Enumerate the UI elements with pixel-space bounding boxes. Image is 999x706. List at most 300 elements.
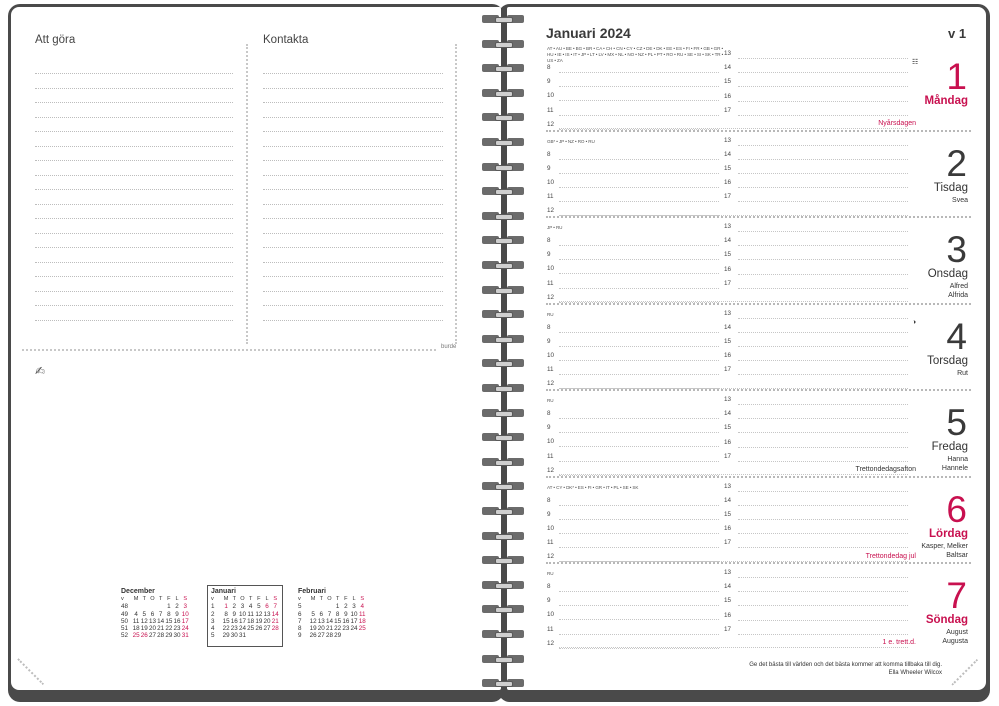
- hour-label-right: 14: [724, 583, 732, 591]
- hour-label-left: 12: [547, 207, 555, 215]
- date-cell: 14: [271, 610, 279, 618]
- hour-label-right: 13: [724, 569, 732, 576]
- day-separator: [546, 562, 971, 564]
- day-number: 2: [946, 142, 967, 184]
- spiral-ring: [482, 408, 524, 418]
- mini-calendar-week-row: [298, 632, 366, 639]
- day-name: Onsdag: [927, 268, 968, 280]
- contact-line: [263, 305, 443, 306]
- date-cell: 8: [224, 610, 228, 618]
- hour-line-left: [559, 605, 719, 606]
- ring-wire: [495, 42, 513, 48]
- contact-line: [263, 262, 443, 263]
- todo-line: [35, 291, 233, 292]
- hour-line-right: [738, 547, 908, 548]
- weekday-header: M: [223, 596, 229, 602]
- todo-title: Att göra: [35, 34, 76, 46]
- spiral-ring: [482, 457, 524, 467]
- day-number: 3: [946, 229, 967, 270]
- date-cell: 20: [148, 625, 156, 633]
- date-cell: 24: [350, 625, 358, 633]
- weekday-header: S: [183, 596, 188, 602]
- mini-calendar-december: [121, 587, 189, 640]
- hour-line-bottom: [559, 647, 908, 648]
- spiral-ring: [482, 506, 524, 516]
- hour-label-right: 15: [724, 337, 732, 345]
- date-cell: [325, 603, 333, 610]
- todo-line: [35, 160, 233, 161]
- mini-calendar-week-row: [298, 611, 366, 618]
- date-cell: 12: [140, 617, 148, 625]
- todo-line: [35, 262, 233, 263]
- weekday-header: T: [158, 596, 163, 602]
- hour-label-left: 10: [547, 178, 555, 186]
- weekday-header: M: [133, 596, 139, 602]
- date-cell: 31: [181, 632, 189, 640]
- day-name: Lördag: [929, 527, 968, 540]
- hour-label-right: 14: [724, 64, 732, 72]
- spiral-ring: [482, 678, 524, 688]
- contact-line: [263, 233, 443, 234]
- date-cell: 14: [325, 617, 333, 625]
- hour-label-left: 12: [547, 293, 555, 301]
- ring-wire: [495, 534, 513, 540]
- hour-line-right: [738, 274, 908, 275]
- hour-label-left: 8: [547, 583, 551, 590]
- date-cell: 13: [148, 617, 156, 625]
- hour-label-left: 12: [547, 466, 555, 474]
- hour-label-right: 17: [724, 625, 732, 633]
- weekday-header: T: [142, 596, 146, 602]
- ring-wire: [495, 411, 513, 417]
- column-divider: [246, 44, 248, 344]
- hour-label-left: 10: [547, 611, 555, 619]
- date-cell: 18: [247, 617, 255, 625]
- day-separator: [546, 389, 971, 391]
- spiral-ring: [482, 531, 524, 541]
- spiral-ring: [482, 63, 524, 73]
- hour-line-right: [738, 404, 908, 405]
- spiral-ring: [482, 211, 524, 221]
- date-cell: 22: [222, 625, 230, 633]
- mini-calendar-header-row: [121, 596, 189, 603]
- todo-line: [35, 320, 233, 321]
- hour-line-right: [738, 418, 908, 419]
- contact-line: [263, 320, 443, 321]
- hour-line-left: [559, 374, 719, 375]
- day-number: 7: [946, 575, 967, 616]
- day-number: 4: [946, 315, 967, 357]
- date-cell: 25: [132, 632, 140, 640]
- date-cell: 25: [358, 625, 366, 633]
- date-cell: 23: [230, 625, 238, 633]
- contact-line: [263, 160, 443, 161]
- mini-calendar-header-row: [211, 596, 279, 603]
- day-number: 6: [946, 488, 967, 530]
- ring-wire: [495, 607, 513, 613]
- day-number: 5: [946, 402, 967, 443]
- date-cell: 6: [265, 603, 269, 611]
- todo-line: [35, 233, 233, 234]
- ring-wire: [495, 238, 513, 244]
- week-number: 7: [298, 617, 302, 625]
- ring-wire: [495, 386, 513, 392]
- day-separator: [546, 130, 971, 132]
- quote: [600, 662, 942, 677]
- weekday-header: M: [310, 596, 316, 602]
- hour-label-left: 8: [547, 496, 551, 504]
- mini-calendar-week-row: [121, 618, 189, 625]
- spiral-ring: [482, 39, 524, 49]
- date-cell: 6: [319, 610, 324, 618]
- hour-line-left: [559, 418, 719, 419]
- date-cell: 7: [158, 610, 163, 618]
- hour-line-left: [559, 591, 719, 592]
- week-number: 5: [211, 632, 215, 640]
- date-cell: 11: [247, 610, 254, 618]
- spiral-ring: [482, 186, 524, 196]
- date-cell: 17: [350, 617, 358, 625]
- date-cell: 20: [263, 617, 271, 625]
- hour-label-right: 14: [724, 323, 732, 331]
- hour-label-right: 17: [724, 279, 732, 287]
- spiral-ring: [482, 334, 524, 344]
- week-number: 5: [298, 603, 302, 611]
- holiday-label: Trettondedagsafton: [855, 466, 916, 473]
- hour-label-right: 16: [724, 525, 732, 533]
- name-day: Baltsar: [946, 551, 968, 559]
- date-cell: 2: [175, 603, 179, 611]
- hour-label-right: 16: [724, 438, 732, 446]
- date-cell: 30: [173, 632, 181, 640]
- hour-label-right: 14: [724, 237, 732, 245]
- hour-line-right: [738, 577, 908, 578]
- spiral-ring: [482, 162, 524, 172]
- hour-label-right: 14: [724, 150, 732, 158]
- day-separator: [546, 303, 971, 305]
- date-cell: 3: [240, 603, 245, 611]
- week-number: 9: [298, 632, 302, 640]
- ring-wire: [495, 657, 513, 663]
- weekday-header: F: [344, 596, 348, 602]
- name-day: Alfrida: [948, 292, 968, 299]
- hour-line-right: [738, 159, 908, 160]
- contact-line: [263, 117, 443, 118]
- date-cell: 4: [134, 610, 138, 618]
- hour-label-left: 12: [547, 120, 555, 128]
- ring-wire: [495, 140, 513, 146]
- week-number: 50: [121, 617, 129, 625]
- ring-wire: [495, 484, 513, 490]
- ring-wire: [495, 189, 513, 195]
- date-cell: [247, 632, 255, 639]
- spiral-ring: [482, 358, 524, 368]
- hour-label-left: 11: [547, 193, 554, 201]
- hour-label-left: 8: [547, 323, 551, 331]
- date-cell: 16: [230, 617, 238, 625]
- date-cell: 15: [334, 617, 342, 625]
- hour-label-right: 13: [724, 482, 732, 490]
- date-cell: 10: [181, 610, 189, 618]
- hour-line-right: [738, 245, 908, 246]
- contact-line: [263, 218, 443, 219]
- date-cell: 11: [358, 610, 366, 618]
- date-cell: 17: [181, 617, 189, 625]
- mini-calendar-week-row: [121, 611, 189, 618]
- date-cell: [132, 603, 140, 610]
- mini-calendar-header-row: [298, 596, 366, 603]
- day-number: 1: [946, 56, 967, 97]
- mini-calendar-week-row: [121, 625, 189, 632]
- week-number: 3: [211, 617, 215, 625]
- hour-label-right: 15: [724, 251, 732, 259]
- hour-label-right: 13: [724, 136, 732, 144]
- hour-label-left: 11: [547, 279, 554, 287]
- date-cell: 26: [255, 625, 263, 633]
- date-cell: 5: [257, 603, 261, 611]
- hour-line-left: [559, 461, 719, 462]
- quote-text: Ge det bästa till världen och det bästa kommer att komma tillbaka till dig.: [749, 662, 942, 668]
- hour-label-left: 9: [547, 510, 551, 518]
- hour-label-right: 13: [724, 50, 732, 57]
- hour-label-left: 11: [547, 106, 554, 114]
- date-cell: 21: [157, 625, 165, 633]
- date-cell: 7: [273, 603, 277, 611]
- hour-label-left: 10: [547, 351, 555, 359]
- date-cell: [255, 632, 263, 639]
- contact-line: [263, 175, 443, 176]
- hour-label-left: 10: [547, 524, 555, 532]
- moon-last-quarter-icon: ◑: [912, 318, 917, 326]
- hour-line-right: [738, 491, 908, 492]
- date-cell: 4: [360, 603, 364, 611]
- contact-line: [263, 88, 443, 89]
- day-name: Måndag: [924, 95, 968, 107]
- mini-calendar-week-row: [298, 618, 366, 625]
- ring-wire: [495, 312, 513, 318]
- todo-line: [35, 204, 233, 205]
- date-cell: 6: [150, 610, 155, 618]
- weekday-header: O: [240, 596, 245, 602]
- hour-line-left: [559, 432, 719, 433]
- spiral-ring: [482, 383, 524, 393]
- spiral-ring: [482, 432, 524, 442]
- hour-line-right: [738, 634, 908, 635]
- hour-label-left: 8: [547, 64, 551, 71]
- date-cell: 13: [317, 617, 325, 625]
- holiday-label: Nyårsdagen: [878, 120, 916, 127]
- spiral-ring: [482, 88, 524, 98]
- hour-line-right: [738, 58, 908, 59]
- ring-wire: [495, 17, 513, 23]
- ring-wire: [495, 288, 513, 294]
- weekday-header: S: [360, 596, 365, 602]
- date-cell: [140, 603, 148, 610]
- date-cell: [350, 632, 358, 639]
- hour-line-left: [559, 115, 719, 116]
- date-cell: 26: [309, 632, 317, 640]
- hour-line-left: [559, 273, 719, 274]
- ring-wire: [495, 558, 513, 564]
- todo-line: [35, 146, 233, 147]
- hour-label-left: 9: [547, 597, 551, 605]
- date-cell: 25: [247, 625, 255, 633]
- weekday-header: T: [248, 596, 253, 602]
- hour-label-left: 9: [547, 337, 551, 345]
- hour-line-right: [738, 72, 908, 73]
- date-cell: 1: [224, 603, 228, 611]
- hour-line-right: [738, 115, 908, 116]
- hour-line-left: [559, 346, 719, 347]
- todo-line: [35, 247, 233, 248]
- date-cell: 27: [317, 632, 325, 640]
- right-margin-divider: [455, 44, 457, 344]
- date-cell: 21: [325, 625, 333, 633]
- spiral-ring: [482, 14, 524, 24]
- date-cell: 3: [183, 603, 187, 611]
- section-divider: [22, 349, 436, 351]
- date-cell: 5: [142, 610, 147, 618]
- hour-label-left: 12: [547, 639, 555, 647]
- date-cell: 11: [132, 617, 140, 625]
- date-cell: 30: [230, 632, 238, 640]
- ring-wire: [495, 435, 513, 441]
- date-cell: 29: [165, 632, 173, 640]
- spiral-ring: [482, 309, 524, 319]
- weekday-header: O: [327, 596, 332, 602]
- date-cell: 15: [165, 617, 173, 625]
- hour-label-right: 16: [724, 352, 732, 360]
- date-cell: 27: [148, 632, 156, 640]
- date-cell: 7: [327, 610, 332, 618]
- hour-label-right: 17: [724, 539, 732, 547]
- hour-line-right: [738, 432, 908, 433]
- date-cell: 29: [334, 632, 342, 640]
- ring-wire: [495, 165, 513, 171]
- ring-wire: [495, 681, 513, 687]
- hour-label-left: 12: [547, 380, 555, 388]
- date-cell: 10: [350, 610, 358, 618]
- todo-line: [35, 73, 233, 74]
- week-number: 1: [211, 603, 215, 611]
- weekday-header: F: [257, 596, 261, 602]
- mini-calendar-week-row: [121, 632, 189, 639]
- hour-label-left: 10: [547, 92, 555, 100]
- hour-label-left: 10: [547, 265, 555, 273]
- day-name: Torsdag: [927, 354, 968, 367]
- list-icon: ☷: [912, 59, 919, 66]
- country-codes: RU: [547, 571, 554, 576]
- ring-wire: [495, 91, 513, 97]
- date-cell: 10: [238, 610, 246, 618]
- ring-wire: [495, 66, 513, 72]
- right-page: [507, 7, 986, 690]
- country-codes: RU: [547, 398, 554, 403]
- ring-wire: [495, 460, 513, 466]
- date-cell: 5: [311, 610, 315, 618]
- contact-line: [263, 131, 443, 132]
- date-cell: 22: [334, 625, 342, 633]
- date-cell: 1: [335, 603, 340, 611]
- spiral-ring: [482, 112, 524, 122]
- spiral-ring: [482, 137, 524, 147]
- hour-line-left: [559, 259, 719, 260]
- hour-line-left: [559, 86, 719, 87]
- contacts-title: Kontakta: [263, 34, 309, 46]
- hour-label-right: 17: [724, 366, 732, 374]
- name-day: August: [946, 629, 968, 636]
- mini-calendar-week-row: [211, 632, 279, 639]
- weekday-header: L: [352, 596, 356, 602]
- hour-line-left: [559, 360, 719, 361]
- weekday-header: S: [273, 596, 278, 602]
- month-title: Januari 2024: [546, 25, 631, 41]
- brand-logo: burde: [441, 344, 457, 350]
- name-day: Augusta: [942, 638, 968, 645]
- country-codes: AT • AU • BE • BG • BR • CA • CH • CN • CY • CZ • DE • DK • EE • ES • FI • FR • GB • GR • HU • IE • IS • IT • JP • LT • LV • MX • NL • NO • NZ • PL • PT • RO • RU • SE • SI • SK • TR • US • ZA: [547, 46, 724, 63]
- date-cell: 2: [344, 603, 348, 611]
- week-number: 8: [298, 625, 302, 633]
- mini-calendar-grid: [121, 596, 189, 640]
- hour-label-right: 15: [724, 597, 732, 605]
- weekday-header: T: [335, 596, 340, 602]
- date-cell: [342, 632, 350, 639]
- week-number: 2: [211, 610, 215, 618]
- mini-calendar-month: December: [121, 588, 155, 595]
- contact-line: [263, 102, 443, 103]
- spiral-ring: [482, 555, 524, 565]
- hour-line-left: [559, 100, 719, 101]
- date-cell: 12: [309, 617, 317, 625]
- hour-line-left: [559, 332, 719, 333]
- ring-wire: [495, 115, 513, 121]
- spiral-ring: [482, 654, 524, 664]
- country-codes: RU: [547, 311, 554, 317]
- date-cell: 28: [157, 632, 165, 640]
- hour-label-left: 9: [547, 78, 551, 86]
- hour-line-right: [738, 259, 908, 260]
- hour-line-right: [738, 620, 908, 621]
- date-cell: 2: [232, 603, 237, 611]
- mini-calendar-januari: [207, 585, 283, 647]
- todo-line: [35, 189, 233, 190]
- date-cell: 19: [255, 617, 263, 625]
- date-cell: 4: [248, 603, 253, 611]
- hour-line-right: [738, 332, 908, 333]
- mini-calendar-week-row: [211, 618, 279, 625]
- hour-line-right: [738, 145, 908, 146]
- todo-line: [35, 102, 233, 103]
- contact-line: [263, 291, 443, 292]
- spiral-ring: [482, 260, 524, 270]
- spiral-ring: [482, 580, 524, 590]
- ring-wire: [495, 632, 513, 638]
- hour-label-left: 8: [547, 150, 551, 158]
- hour-label-right: 16: [724, 179, 732, 187]
- date-cell: 1: [167, 603, 171, 611]
- hour-line-left: [559, 505, 719, 506]
- hour-line-left: [559, 634, 719, 635]
- holiday-label: Trettondedag jul: [865, 552, 916, 560]
- weekday-header: T: [319, 596, 323, 602]
- hour-line-right: [738, 318, 908, 319]
- date-cell: 28: [271, 625, 279, 633]
- hour-line-right: [738, 591, 908, 592]
- week-number: 52: [121, 632, 129, 640]
- hour-label-right: 16: [724, 611, 732, 619]
- name-day: Svea: [952, 196, 968, 204]
- week-label: v 1: [948, 26, 967, 41]
